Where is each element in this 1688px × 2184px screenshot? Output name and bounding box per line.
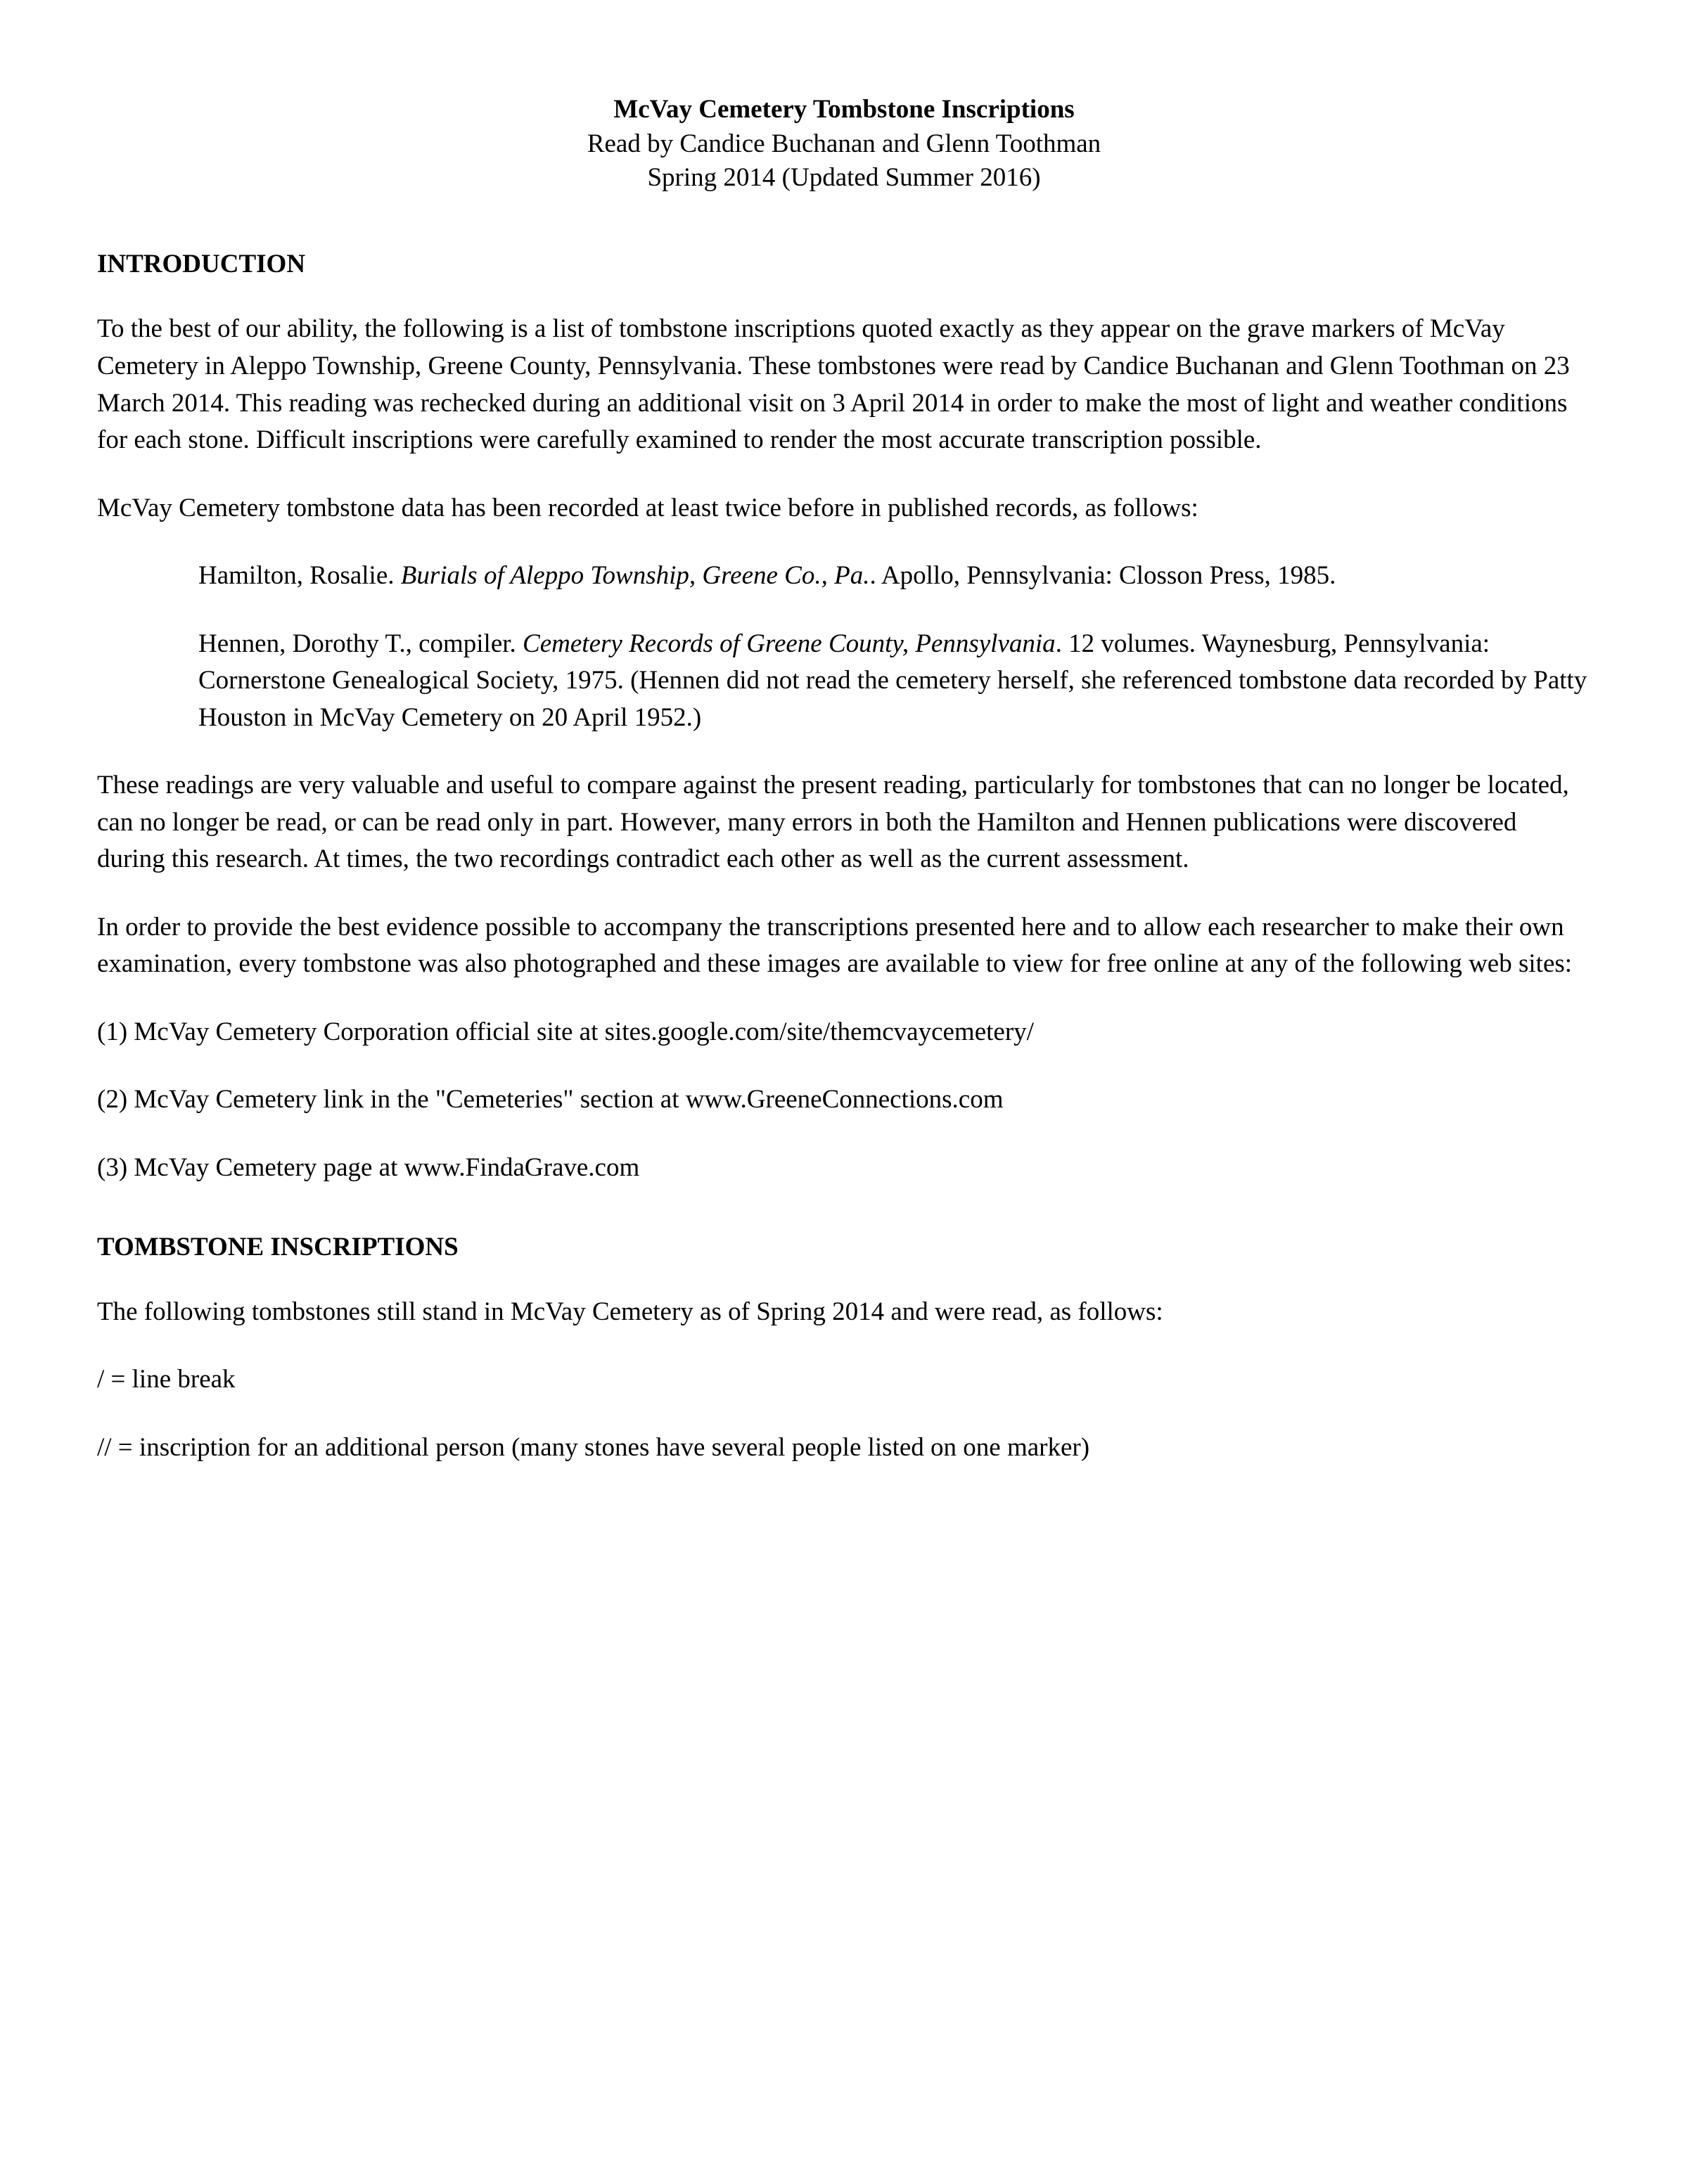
citation-hamilton [97, 558, 1591, 595]
citation-hamilton-author: Hamilton, Rosalie. [198, 561, 401, 591]
introduction-paragraph-4: In order to provide the best evidence possible to accompany the transcriptions presented here and to allow each researcher to make their own examination, every tombstone was also photographed and these images are available to view for free online at any of the following web sites: [97, 912, 1573, 979]
document-date: Spring 2014 (Updated Summer 2016) [647, 162, 1041, 192]
introduction-paragraph-3: These readings are very valuable and useful to compare against the present reading, particularly for tombstones that can no longer be located, can no longer be read, or can be read only in part. However, many errors in both the Hamilton and Hennen publications were discovered during this research. At times, the two recordings contradict each other as well as the current assessment. [97, 771, 1569, 874]
document-title: McVay Cemetery Tombstone Inscriptions [613, 95, 1075, 124]
citation-hennen-author: Hennen, Dorothy T., compiler. [198, 629, 523, 658]
tombstone-inscriptions-heading: TOMBSTONE INSCRIPTIONS [97, 1232, 459, 1261]
citation-hamilton-publication: . Apollo, Pennsylvania: Closson Press, 1985. [869, 561, 1336, 591]
website-item-3: (3) McVay Cemetery page at www.FindaGrave.com [97, 1152, 640, 1182]
citation-hamilton-title: Burials of Aleppo Township, Greene Co., Pa. [400, 561, 870, 591]
citation-hennen-title: Cemetery Records of Greene County, Pennsylvania [523, 629, 1056, 658]
tombstone-intro-paragraph: The following tombstones still stand in McVay Cemetery as of Spring 2014 and were read, as follows: [97, 1297, 1163, 1326]
legend-additional-person: // = inscription for an additional person (many stones have several people listed on one marker) [97, 1432, 1090, 1462]
citation-hennen-publication: . 12 volumes. Waynesburg, Pennsylvania: Cornerstone Genealogical Society, 1975. (Hennen did not read the cemetery herself, she referenced tombstone data recorded by Patty Houston in McVay Cemetery on 20 April 1952.) [198, 629, 1587, 732]
introduction-paragraph-1: To the best of our ability, the following is a list of tombstone inscriptions quoted exactly as they appear on the grave markers of McVay Cemetery in Aleppo Township, Greene County, Pennsylvania. These tombstones were read by Candice Buchanan and Glenn Toothman on 23 March 2014. This reading was rechecked during an additional visit on 3 April 2014 in order to make the most of light and weather conditions for each stone. Difficult inscriptions were carefully examined to render the most accurate transcription possible. [97, 314, 1570, 455]
website-item-1: (1) McVay Cemetery Corporation official site at sites.google.com/site/themcvaycemetery/ [97, 1017, 1034, 1046]
introduction-paragraph-2: McVay Cemetery tombstone data has been recorded at least twice before in published records, as follows: [97, 493, 1198, 522]
website-item-2: (2) McVay Cemetery link in the "Cemeteries" section at www.GreeneConnections.com [97, 1085, 1004, 1115]
website-list [97, 1014, 1591, 1187]
document-header [97, 93, 1591, 194]
citation-hennen [97, 626, 1591, 737]
legend-line-break: / = line break [97, 1365, 236, 1394]
legend-list [97, 1361, 1591, 1466]
introduction-heading: INTRODUCTION [97, 250, 306, 279]
document-readers: Read by Candice Buchanan and Glenn Toothman [587, 129, 1101, 159]
